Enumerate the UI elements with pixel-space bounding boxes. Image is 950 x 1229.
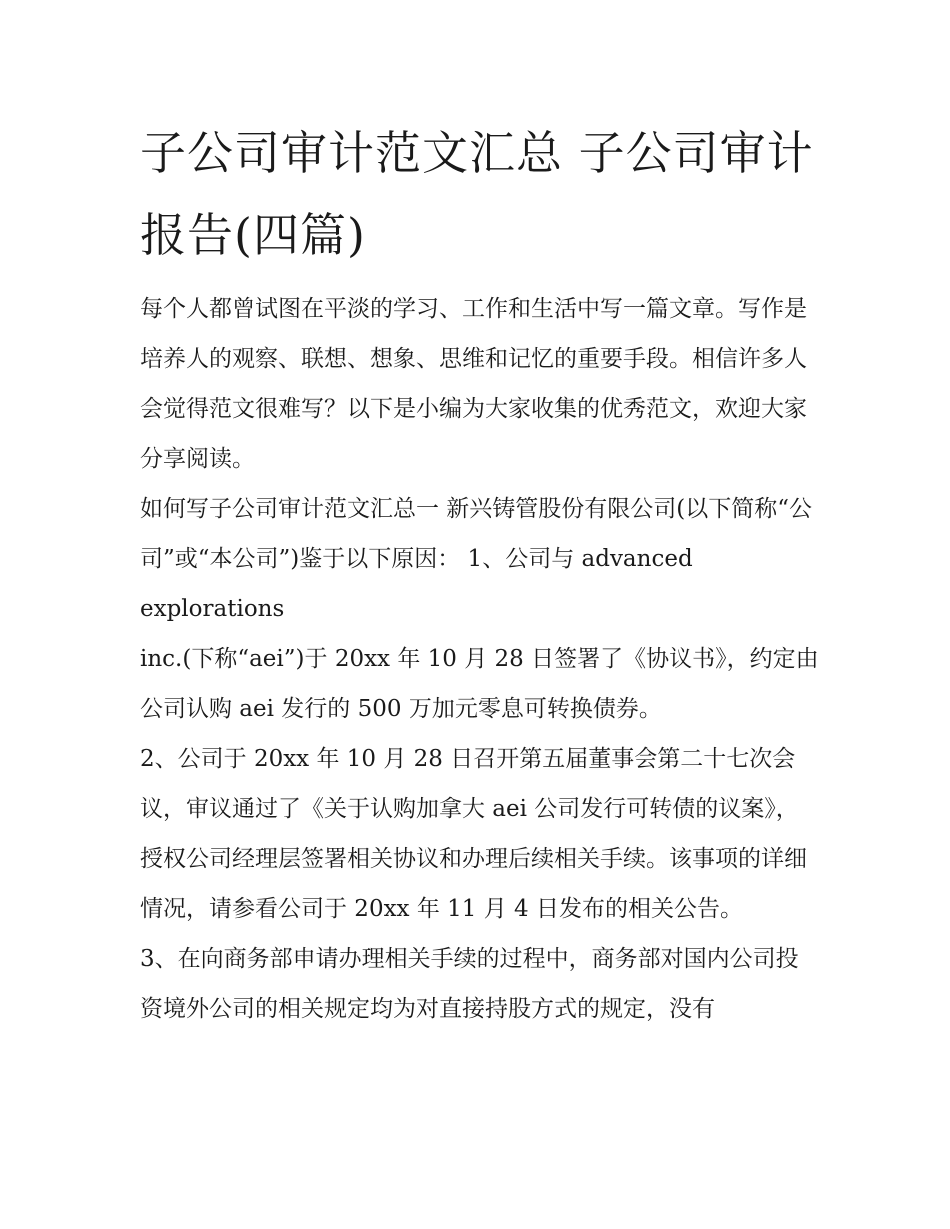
body-paragraph-1: 如何写子公司审计范文汇总一 新兴铸管股份有限公司(以下简称“公司”或“本公司”)鉴于以下原因： 1、公司与 advanced explorations bbox=[140, 496, 813, 622]
body-paragraph-4: 3、在向商务部申请办理相关手续的过程中，商务部对国内公司投资境外公司的相关规定均为对直接持股方式的规定，没有 bbox=[140, 946, 799, 1022]
document-page bbox=[140, 112, 820, 1034]
document-title: 子公司审计范文汇总 子公司审计报告(四篇) bbox=[140, 126, 814, 262]
body-paragraph-3: 2、公司于 20xx 年 10 月 28 日召开第五届董事会第二十七次会议，审议通过了《关于认购加拿大 aei 公司发行可转债的议案》，授权公司经理层签署相关协议和办理后续相关手续。该事项的详细情况，请参看公司于 20xx 年 11 月 4 日发布的相关公告。 bbox=[140, 746, 807, 922]
body-paragraph-2: inc.(下称“aei”)于 20xx 年 10 月 28 日签署了《协议书》，约定由公司认购 aei 发行的 500 万加元零息可转换债券。 bbox=[140, 646, 819, 722]
intro-paragraph: 每个人都曾试图在平淡的学习、工作和生活中写一篇文章。写作是培养人的观察、联想、想象、思维和记忆的重要手段。相信许多人会觉得范文很难写？以下是小编为大家收集的优秀范文，欢迎大家分享阅读。 bbox=[140, 296, 807, 472]
